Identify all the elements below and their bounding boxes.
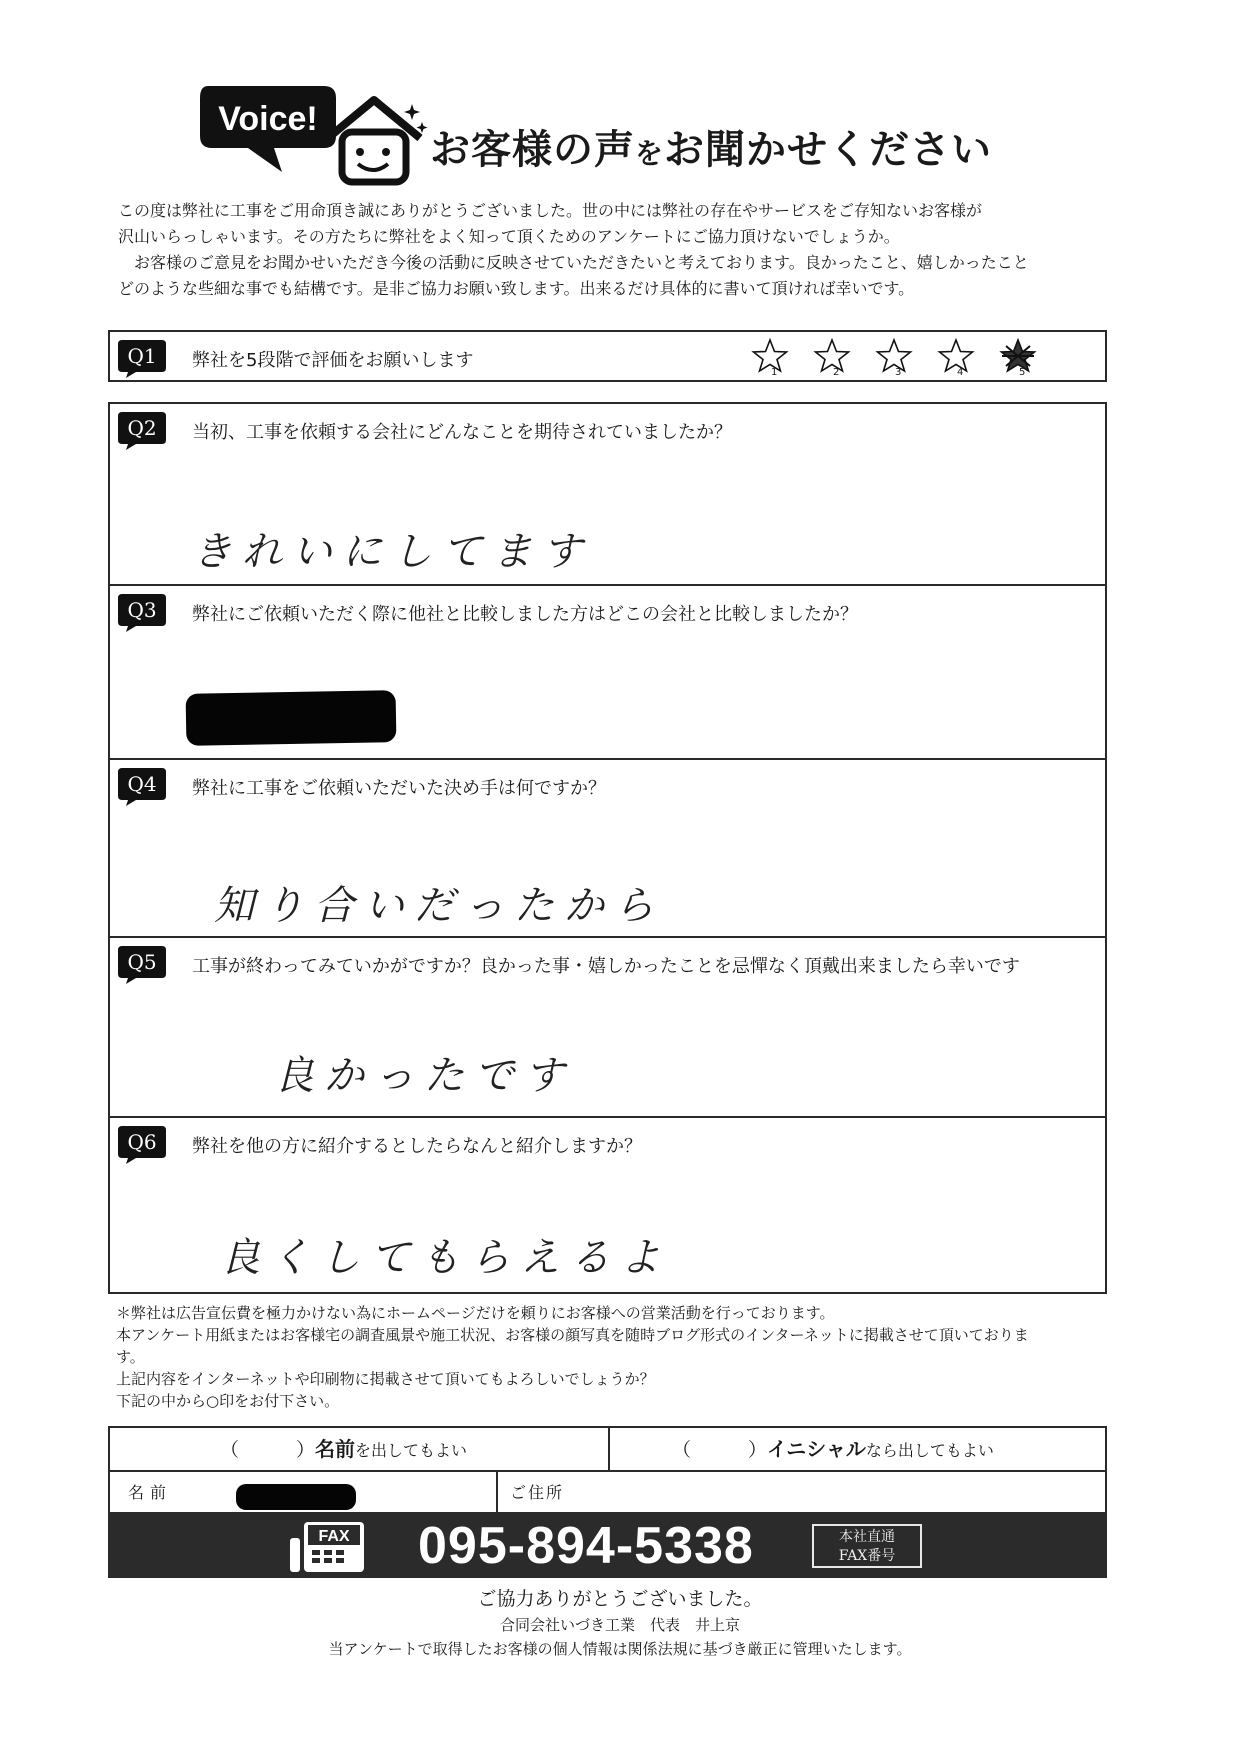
title-part-particle: を <box>635 137 665 170</box>
q1-badge-label: Q1 <box>127 344 157 368</box>
house-smile-icon <box>320 92 430 188</box>
q1-text: 弊社を5段階で評価をお願いします <box>192 350 474 371</box>
note-line: す。 <box>116 1348 145 1366</box>
question-box-q3 <box>108 584 1107 760</box>
fax-icon-label: FAX <box>318 1528 350 1545</box>
consent-option-initial-paren: （ ） <box>672 1439 768 1461</box>
fax-machine-icon <box>286 1520 368 1574</box>
name-label: 名前 <box>128 1483 173 1502</box>
fax-direct-label <box>812 1524 922 1568</box>
company-name: 合同会社いづき工業 代表 井上京 <box>499 1616 740 1634</box>
consent-options-row <box>110 1428 1105 1472</box>
consent-option-initial[interactable] <box>672 1428 994 1470</box>
star-label-2: 2 <box>833 367 840 378</box>
star-icon-1[interactable] <box>750 336 790 380</box>
redaction-mark <box>186 690 397 746</box>
name-redaction-mark <box>236 1484 356 1510</box>
divider <box>608 1428 610 1470</box>
intro-text <box>118 198 1078 302</box>
question-box-q2 <box>108 402 1107 586</box>
question-box-q4 <box>108 758 1107 938</box>
q3-badge <box>116 592 168 632</box>
q4-badge-label: Q4 <box>127 772 157 796</box>
q4-badge <box>116 766 168 806</box>
intro-line: お客様のご意見をお聞かせいただき今後の活動に反映させていただきたいと考えております。良かったこと、嬉しかったこと <box>118 253 1029 272</box>
voice-speech-bubble <box>196 78 340 174</box>
q3-badge-label: Q3 <box>127 598 157 622</box>
question-box-q1 <box>108 330 1107 382</box>
fax-bar <box>108 1514 1107 1578</box>
voice-bubble-text: Voice! <box>218 100 318 138</box>
star-icon-3[interactable] <box>874 336 914 380</box>
consent-option-name-paren: （ ） <box>220 1439 316 1461</box>
publication-notes <box>116 1302 1136 1412</box>
question-box-q5 <box>108 936 1107 1118</box>
q5-badge <box>116 944 168 984</box>
q5-answer: 良かったです <box>274 1053 574 1099</box>
q2-answer: きれいにしてます <box>192 529 592 575</box>
consent-option-name-bold: 名前 <box>315 1437 356 1461</box>
note-line: 上記内容をインターネットや印刷物に掲載させて頂いてもよろしいでしょうか？ <box>116 1370 655 1388</box>
star-icon-4[interactable] <box>936 336 976 380</box>
question-box-q6 <box>108 1116 1107 1294</box>
consent-table <box>108 1426 1107 1514</box>
star-label-5: 5 <box>1019 367 1026 378</box>
q3-text: 弊社にご依頼いただく際に他社と比較しました方はどこの会社と比較しましたか？ <box>192 604 858 625</box>
note-line: 本アンケート用紙またはお客様宅の調査風景や施工状況、お客様の顔写真を随時ブログ形式のインターネットに掲載させて頂いておりま <box>116 1326 1029 1344</box>
star-icon-2[interactable] <box>812 336 852 380</box>
q6-badge-label: Q6 <box>127 1130 157 1154</box>
intro-line: この度は弊社に工事をご用命頂き誠にありがとうございました。世の中には弊社の存在やサービスをご存知ないお客様が <box>118 201 983 220</box>
intro-line: どのような些細な事でも結構です。是非ご協力お願い致します。出来るだけ具体的に書いて頂ければ幸いです。 <box>118 279 915 298</box>
intro-line: 沢山いらっしゃいます。その方たちに弊社をよく知って頂くためのアンケートにご協力頂けないでしょうか。 <box>118 227 900 246</box>
fax-number: 095-894-5338 <box>418 1517 754 1575</box>
star-label-3: 3 <box>895 367 902 378</box>
consent-option-initial-bold: イニシャル <box>767 1437 866 1461</box>
note-line: 下記の中から○印をお付下さい。 <box>116 1392 340 1410</box>
star-icon-5-filled[interactable] <box>998 336 1038 380</box>
q5-text: 工事が終わってみていかがですか？良かった事・嬉しかったことを忌憚なく頂戴出来ましたら幸いです <box>192 956 1020 977</box>
q2-badge <box>116 410 168 450</box>
star-label-4: 4 <box>957 367 964 378</box>
star-label-1: 1 <box>771 367 778 378</box>
q4-answer: 知り合いだったから <box>214 883 664 929</box>
fax-label-line2: FAX番号 <box>838 1548 896 1564</box>
fax-label-line1: 本社直通 <box>839 1529 895 1545</box>
note-line: ＊弊社は広告宣伝費を極力かけない為にホームページだけを頼りにお客様への営業活動を行っております。 <box>116 1304 835 1322</box>
thanks-message: ご協力ありがとうございました。 <box>477 1588 763 1610</box>
title-part-voice: お客様の声 <box>430 127 635 173</box>
address-label: ご住所 <box>510 1483 565 1502</box>
q6-text: 弊社を他の方に紹介するとしたらなんと紹介しますか？ <box>192 1136 642 1157</box>
privacy-notice: 当アンケートで取得したお客様の個人情報は関係法規に基づき厳正に管理いたします。 <box>328 1640 912 1658</box>
q2-badge-label: Q2 <box>127 416 157 440</box>
consent-option-initial-rest: なら出してもよい <box>865 1441 994 1460</box>
consent-option-name-rest: を出してもよい <box>355 1441 468 1460</box>
q6-badge <box>116 1124 168 1164</box>
divider <box>496 1470 498 1514</box>
q2-text: 当初、工事を依頼する会社にどんなことを期待されていましたか？ <box>192 422 732 443</box>
q5-badge-label: Q5 <box>127 950 157 974</box>
q4-text: 弊社に工事をご依頼いただいた決め手は何ですか？ <box>192 778 606 799</box>
title-part-request: お聞かせください <box>664 127 993 173</box>
consent-option-name[interactable] <box>220 1428 467 1470</box>
page-title <box>430 118 992 175</box>
q1-badge <box>116 338 168 378</box>
q6-answer: 良くしてもらえるよ <box>220 1235 670 1281</box>
